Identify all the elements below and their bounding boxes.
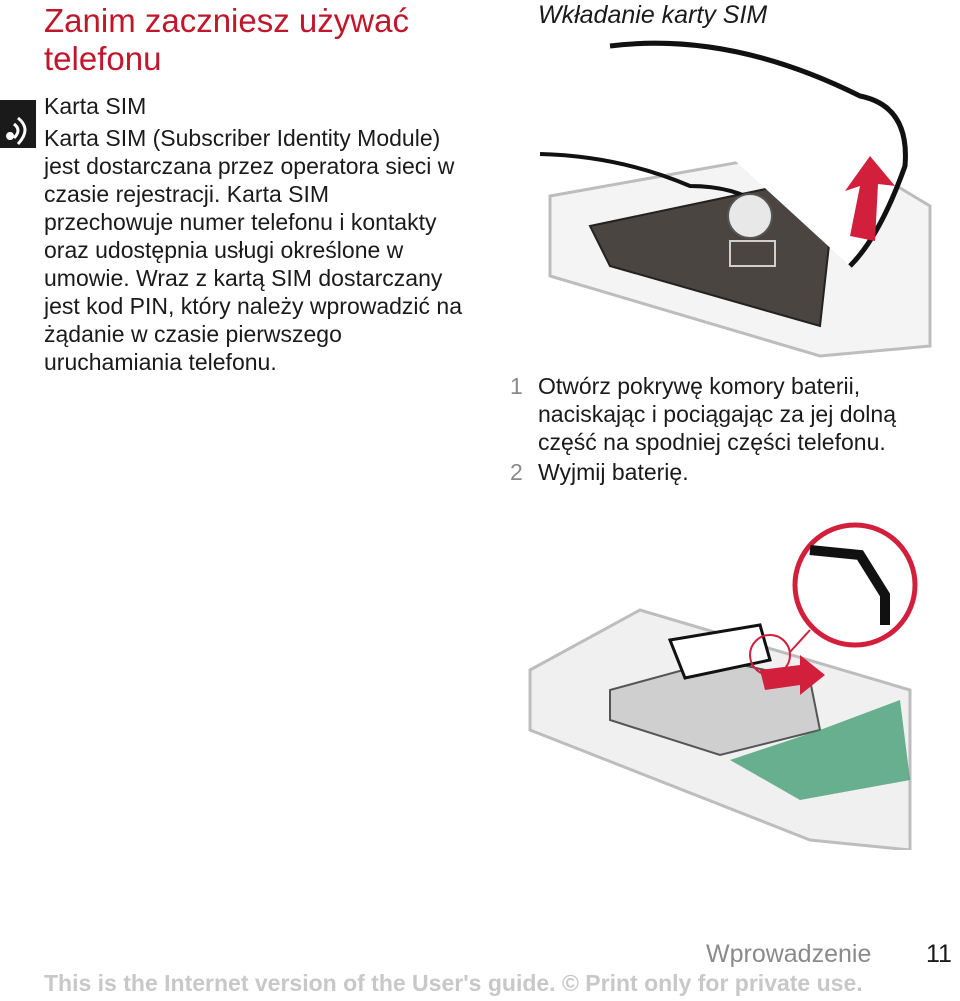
- body-paragraph: Karta SIM (Subscriber Identity Module) jest dostarczana przez operatora sieci w czasie rejestracji. Karta SIM przechowuje numer telefonu i kontakty oraz udostępnia usługi określone w umowie. Wraz z kartą SIM dostarczany jest kod PIN, który należy wprowadzić na żądanie w czasie pierwszego uruchamiania telefonu.: [44, 125, 463, 375]
- page-number: 11: [926, 940, 952, 968]
- instruction-steps: [510, 372, 950, 488]
- sim-insertion-illustration: [520, 520, 950, 850]
- section-heading: Karta SIM: [44, 93, 147, 119]
- disclaimer-text: This is the Internet version of the User's guide. © Print only for private use.: [44, 970, 863, 996]
- battery-cover-illustration: [530, 36, 950, 366]
- step-text: Wyjmij baterię.: [538, 459, 689, 485]
- footer-section-name: Wprowadzenie: [706, 940, 872, 968]
- step-text: Otwórz pokrywę komory baterii, naciskając i pociągając za jej dolną część na spodniej części telefonu.: [538, 373, 896, 455]
- figure-caption: Wkładanie karty SIM: [538, 1, 768, 29]
- page-title: Zanim zaczniesz używać telefonu: [44, 2, 409, 77]
- speaker-sound-icon: [0, 100, 36, 148]
- step-item: [510, 458, 950, 486]
- step-item: [510, 372, 950, 456]
- step-number: 2: [510, 459, 523, 485]
- step-number: 1: [510, 373, 523, 399]
